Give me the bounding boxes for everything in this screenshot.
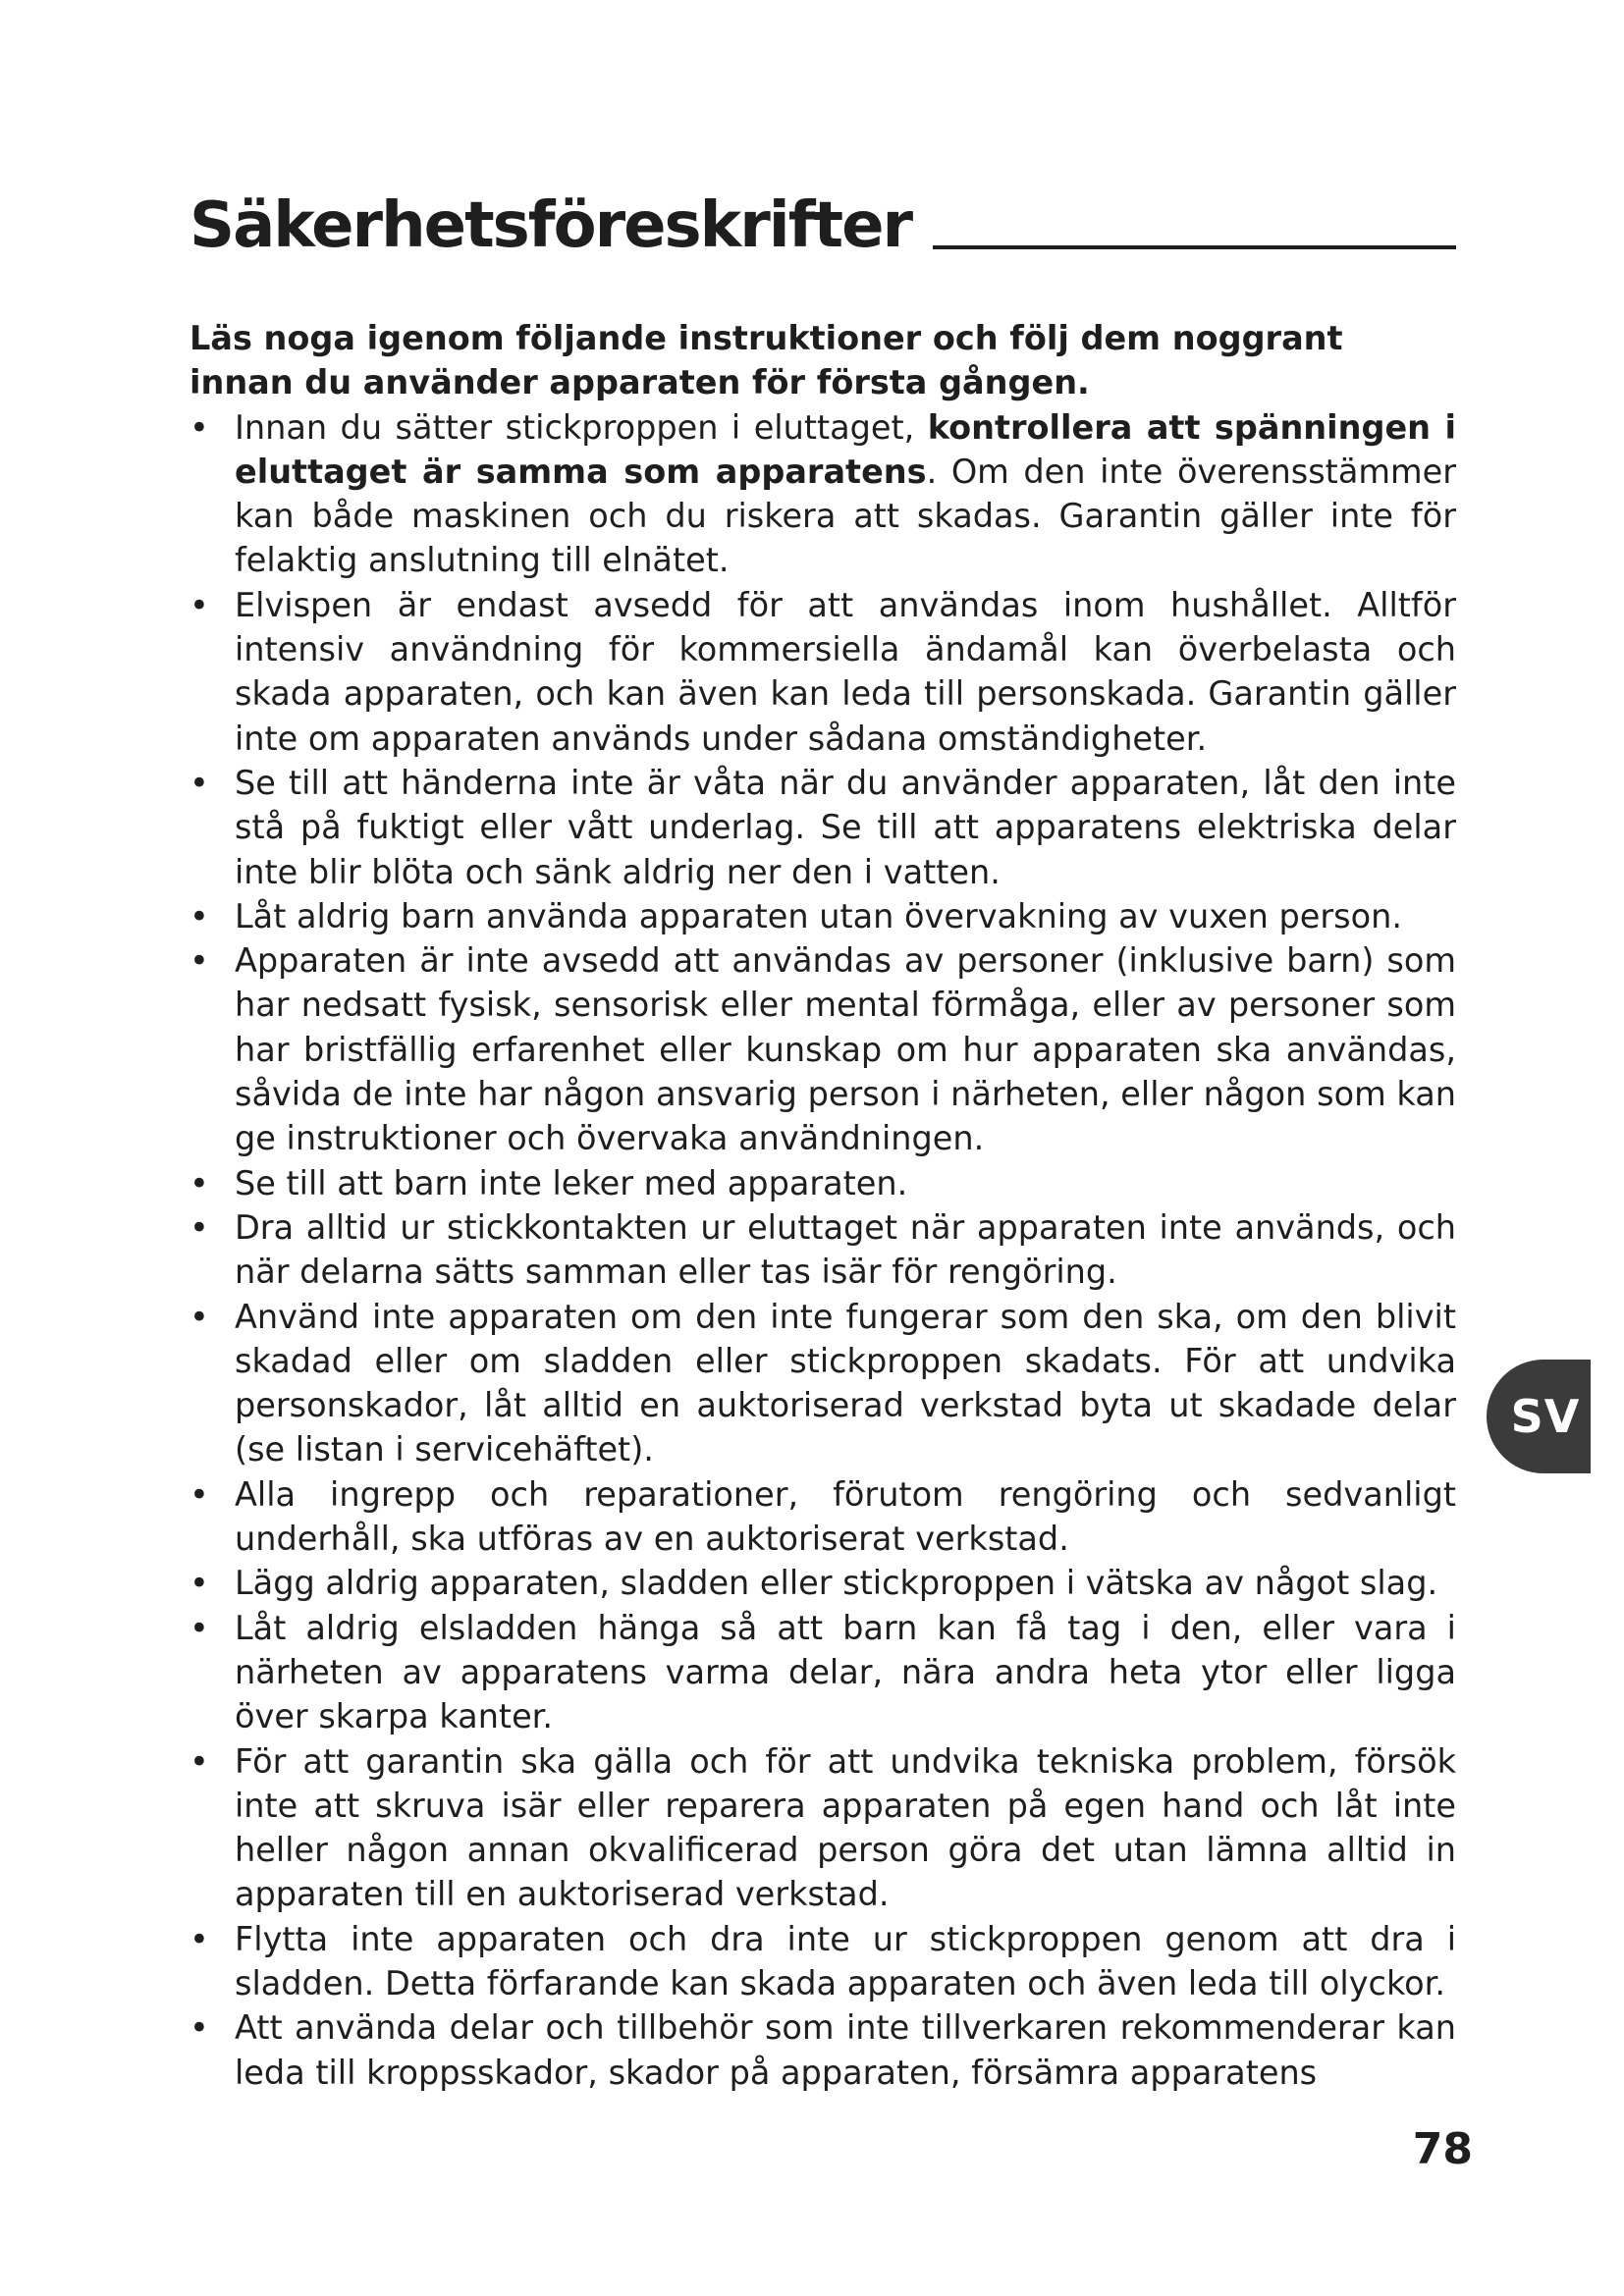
safety-content xyxy=(189,316,1456,2095)
bullet-icon: • xyxy=(189,1608,209,1647)
bullet-icon: • xyxy=(189,1297,209,1336)
bullet-icon: • xyxy=(189,763,209,802)
list-item xyxy=(189,1161,1456,1205)
list-item xyxy=(189,1606,1456,1739)
intro-paragraph: Läs noga igenom följande instruktioner och följ dem noggrant innan du använder apparaten för första gången. xyxy=(189,319,1343,402)
item-text: För att garantin ska gälla och för att undvika tekniska problem, försök inte att skruva isär eller reparera apparaten på egen hand och låt inte heller någon annan okvalificerad person göra det utan lämna alltid in apparaten till en auktoriserad verkstad. xyxy=(235,1741,1456,1914)
bullet-icon: • xyxy=(189,585,209,624)
item-text: Låt aldrig barn använda apparaten utan övervakning av vuxen person. xyxy=(235,896,1402,935)
language-tab xyxy=(1487,1360,1591,1473)
bullet-icon: • xyxy=(189,1741,209,1781)
item-text: Att använda delar och tillbehör som inte tillverkaren rekommenderar kan leda till kroppsskador, skador på apparaten, försämra apparatens xyxy=(235,2008,1456,2092)
item-text: . Om den inte överensstämmer kan både maskinen och du riskera att skadas. Garantin gäller inte för felaktig anslutning till elnätet. xyxy=(235,452,1456,580)
item-text: Se till att barn inte leker med apparaten. xyxy=(235,1163,908,1202)
list-item xyxy=(189,1472,1456,1562)
title-underline-rule xyxy=(933,245,1456,249)
item-text: Låt aldrig elsladden hänga så att barn kan få tag i den, eller vara i närheten av apparatens varma delar, nära andra heta ytor eller ligga över skarpa kanter. xyxy=(235,1608,1456,1736)
item-text: Se till att händerna inte är våta när du använder apparaten, låt den inte stå på fuktigt eller vått underlag. Se till att apparatens elektriska delar inte blir blöta och sänk aldrig ner den i vatten. xyxy=(235,763,1456,891)
bullet-icon: • xyxy=(189,407,209,447)
list-item xyxy=(189,405,1456,583)
language-tab-label: SV xyxy=(1510,1390,1581,1443)
list-item xyxy=(189,1917,1456,2006)
bullet-icon: • xyxy=(189,941,209,981)
bullet-icon: • xyxy=(189,1474,209,1514)
page-title: Säkerhetsföreskrifter xyxy=(189,189,912,262)
safety-list xyxy=(189,405,1456,2095)
item-text: Innan du sätter stickproppen i eluttaget, xyxy=(235,407,928,447)
item-text: Använd inte apparaten om den inte fungerar som den ska, om den blivit skadad eller om sladden eller stickproppen skadats. För att undvika personskador, låt alltid en auktoriserad verkstad byta ut skadade delar (se listan i servicehäftet). xyxy=(235,1297,1456,1469)
bullet-icon: • xyxy=(189,1919,209,1958)
list-item xyxy=(189,1295,1456,1472)
item-text: Flytta inte apparaten och dra inte ur stickproppen genom att dra i sladden. Detta förfarande kan skada apparaten och även leda till olyckor. xyxy=(235,1919,1456,2002)
item-text: Apparaten är inte avsedd att användas av personer (inklusive barn) som har nedsatt fysisk, sensorisk eller mental förmåga, eller av personer som har bristfällig erfarenhet eller kunskap om hur apparaten ska användas, såvida de inte har någon ansvarig person i närheten, eller någon som kan ge instruktioner och övervaka användningen. xyxy=(235,941,1456,1158)
bullet-icon: • xyxy=(189,896,209,935)
list-item xyxy=(189,1561,1456,1605)
list-item xyxy=(189,2005,1456,2095)
list-item xyxy=(189,761,1456,894)
bullet-icon: • xyxy=(189,2008,209,2048)
title-row xyxy=(189,188,1456,263)
bullet-icon: • xyxy=(189,1163,209,1202)
list-item xyxy=(189,1205,1456,1295)
item-text: Dra alltid ur stickkontakten ur eluttaget när apparaten inte används, och när delarna sätts samman eller tas isär för rengöring. xyxy=(235,1207,1456,1292)
list-item xyxy=(189,938,1456,1160)
list-item xyxy=(189,894,1456,938)
item-text-bold: kontrollera att spänningen i eluttaget är samma som apparatens xyxy=(235,407,1456,491)
bullet-icon: • xyxy=(189,1207,209,1247)
bullet-icon: • xyxy=(189,1564,209,1603)
list-item xyxy=(189,583,1456,761)
item-text: Alla ingrepp och reparationer, förutom rengöring och sedvanligt underhåll, ska utföras av en auktoriserat verkstad. xyxy=(235,1474,1456,1559)
item-text: Elvispen är endast avsedd för att användas inom hushållet. Alltför intensiv användning för kommersiella ändamål kan överbelasta och skada apparaten, och kan även kan leda till personskada. Garantin gäller inte om apparaten används under sådana omständigheter. xyxy=(235,585,1456,758)
item-text: Lägg aldrig apparaten, sladden eller stickproppen i vätska av något slag. xyxy=(235,1564,1438,1603)
page-number: 78 xyxy=(1412,2124,1473,2174)
list-item xyxy=(189,1739,1456,1917)
